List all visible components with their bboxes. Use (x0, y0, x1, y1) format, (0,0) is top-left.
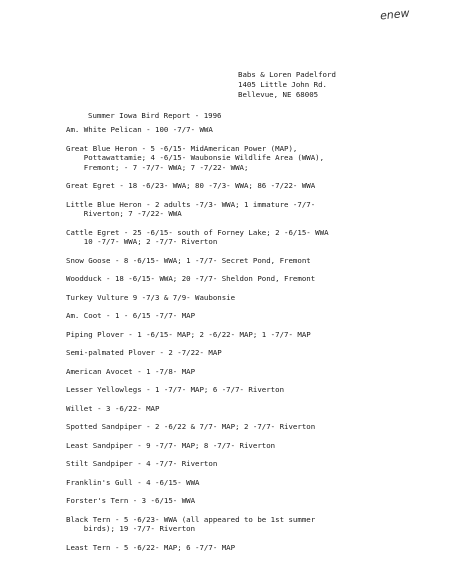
sighting-line: Willet - 3 -6/22- MAP (66, 403, 160, 413)
sighting-line: Great Blue Heron - 5 -6/15- MidAmerican Power (MAP), (66, 143, 298, 153)
sighting-line: Forster's Tern - 3 -6/15- WWA (66, 496, 196, 505)
sighting-line: Riverton; 7 -7/22- WWA (66, 209, 182, 218)
sender-address (238, 70, 336, 100)
sighting-line: Least Sandpiper - 9 -7/7- MAP; 8 -7/7- Riverton (66, 440, 276, 450)
sighting-entry (66, 459, 436, 469)
sighting-entry (66, 367, 436, 377)
sighting-list (66, 125, 436, 561)
sighting-line: birds); 19 -7/7- Riverton (66, 524, 196, 533)
sighting-line: 10 -7/7- WWA; 2 -7/7- Riverton (66, 237, 218, 246)
sighting-line: Snow Goose - 8 -6/15- WWA; 1 -7/7- Secret Pond, Fremont (66, 255, 311, 265)
address-line: Babs & Loren Padelford (238, 70, 336, 79)
sighting-entry (66, 330, 436, 340)
sighting-entry (66, 274, 436, 284)
sighting-line: Woodduck - 18 -6/15- WWA; 20 -7/7- Sheldon Pond, Fremont (66, 274, 316, 283)
sighting-entry (66, 144, 436, 173)
address-line: 1405 Little John Rd. (238, 80, 327, 89)
address-line: Bellevue, NE 68005 (238, 90, 319, 99)
sighting-entry (66, 256, 436, 266)
sighting-line: Am. Coot - 1 - 6/15 -7/7- MAP (66, 311, 196, 320)
sighting-entry (66, 478, 436, 488)
sighting-entry (66, 228, 436, 247)
sighting-line: Stilt Sandpiper - 4 -7/7- Riverton (66, 459, 218, 468)
sighting-line: Least Tern - 5 -6/22- MAP; 6 -7/7- MAP (66, 542, 236, 552)
sighting-entry (66, 125, 436, 135)
sighting-entry (66, 200, 436, 219)
sighting-entry (66, 311, 436, 321)
sighting-line: Fremont; - 7 -7/7- WWA; 7 -7/22- WWA; (66, 162, 249, 172)
sighting-line: American Avocet - 1 -7/8- MAP (66, 366, 196, 376)
sighting-line: Spotted Sandpiper - 2 -6/22 & 7/7- MAP; 2 -7/7- Riverton (66, 422, 316, 431)
sighting-line: Great Egret - 18 -6/23- WWA; 80 -7/3- WWA; 86 -7/22- WWA (66, 181, 316, 190)
sighting-line: Pottawattamie; 4 -6/15- Waubonsie Wildlife Area (WWA), (66, 153, 325, 162)
sighting-line: Little Blue Heron - 2 adults -7/3- WWA; 1 immature -7/7- (66, 199, 316, 209)
report-title: Summer Iowa Bird Report - 1996 (88, 111, 222, 120)
sighting-entry (66, 515, 436, 534)
sighting-entry (66, 422, 436, 432)
sighting-line: Am. White Pelican - 100 -7/7- WWA (66, 125, 213, 134)
sighting-line: Black Tern - 5 -6/23- WWA (all appeared to be 1st summer (66, 514, 316, 524)
sighting-entry (66, 348, 436, 358)
sighting-entry (66, 385, 436, 395)
sighting-entry (66, 293, 436, 303)
sighting-entry (66, 404, 436, 414)
sighting-line: Lesser Yellowlegs - 1 -7/7- MAP; 6 -7/7- Riverton (66, 385, 285, 394)
sighting-line: Franklin's Gull - 4 -6/15- WWA (66, 477, 200, 487)
sighting-entry (66, 441, 436, 451)
sighting-line: Semi-palmated Plover - 2 -7/22- MAP (66, 348, 222, 357)
sighting-line: Cattle Egret - 25 -6/15- south of Forney Lake; 2 -6/15- WWA (66, 227, 329, 237)
sighting-entry (66, 496, 436, 506)
sighting-entry (66, 543, 436, 553)
sighting-line: Piping Plover - 1 -6/15- MAP; 2 -6/22- MAP; 1 -7/7- MAP (66, 329, 311, 339)
handwritten-annotation: enew (379, 6, 411, 23)
sighting-line: Turkey Vulture 9 -7/3 & 7/9- Waubonsie (66, 292, 236, 302)
sighting-entry (66, 181, 436, 191)
